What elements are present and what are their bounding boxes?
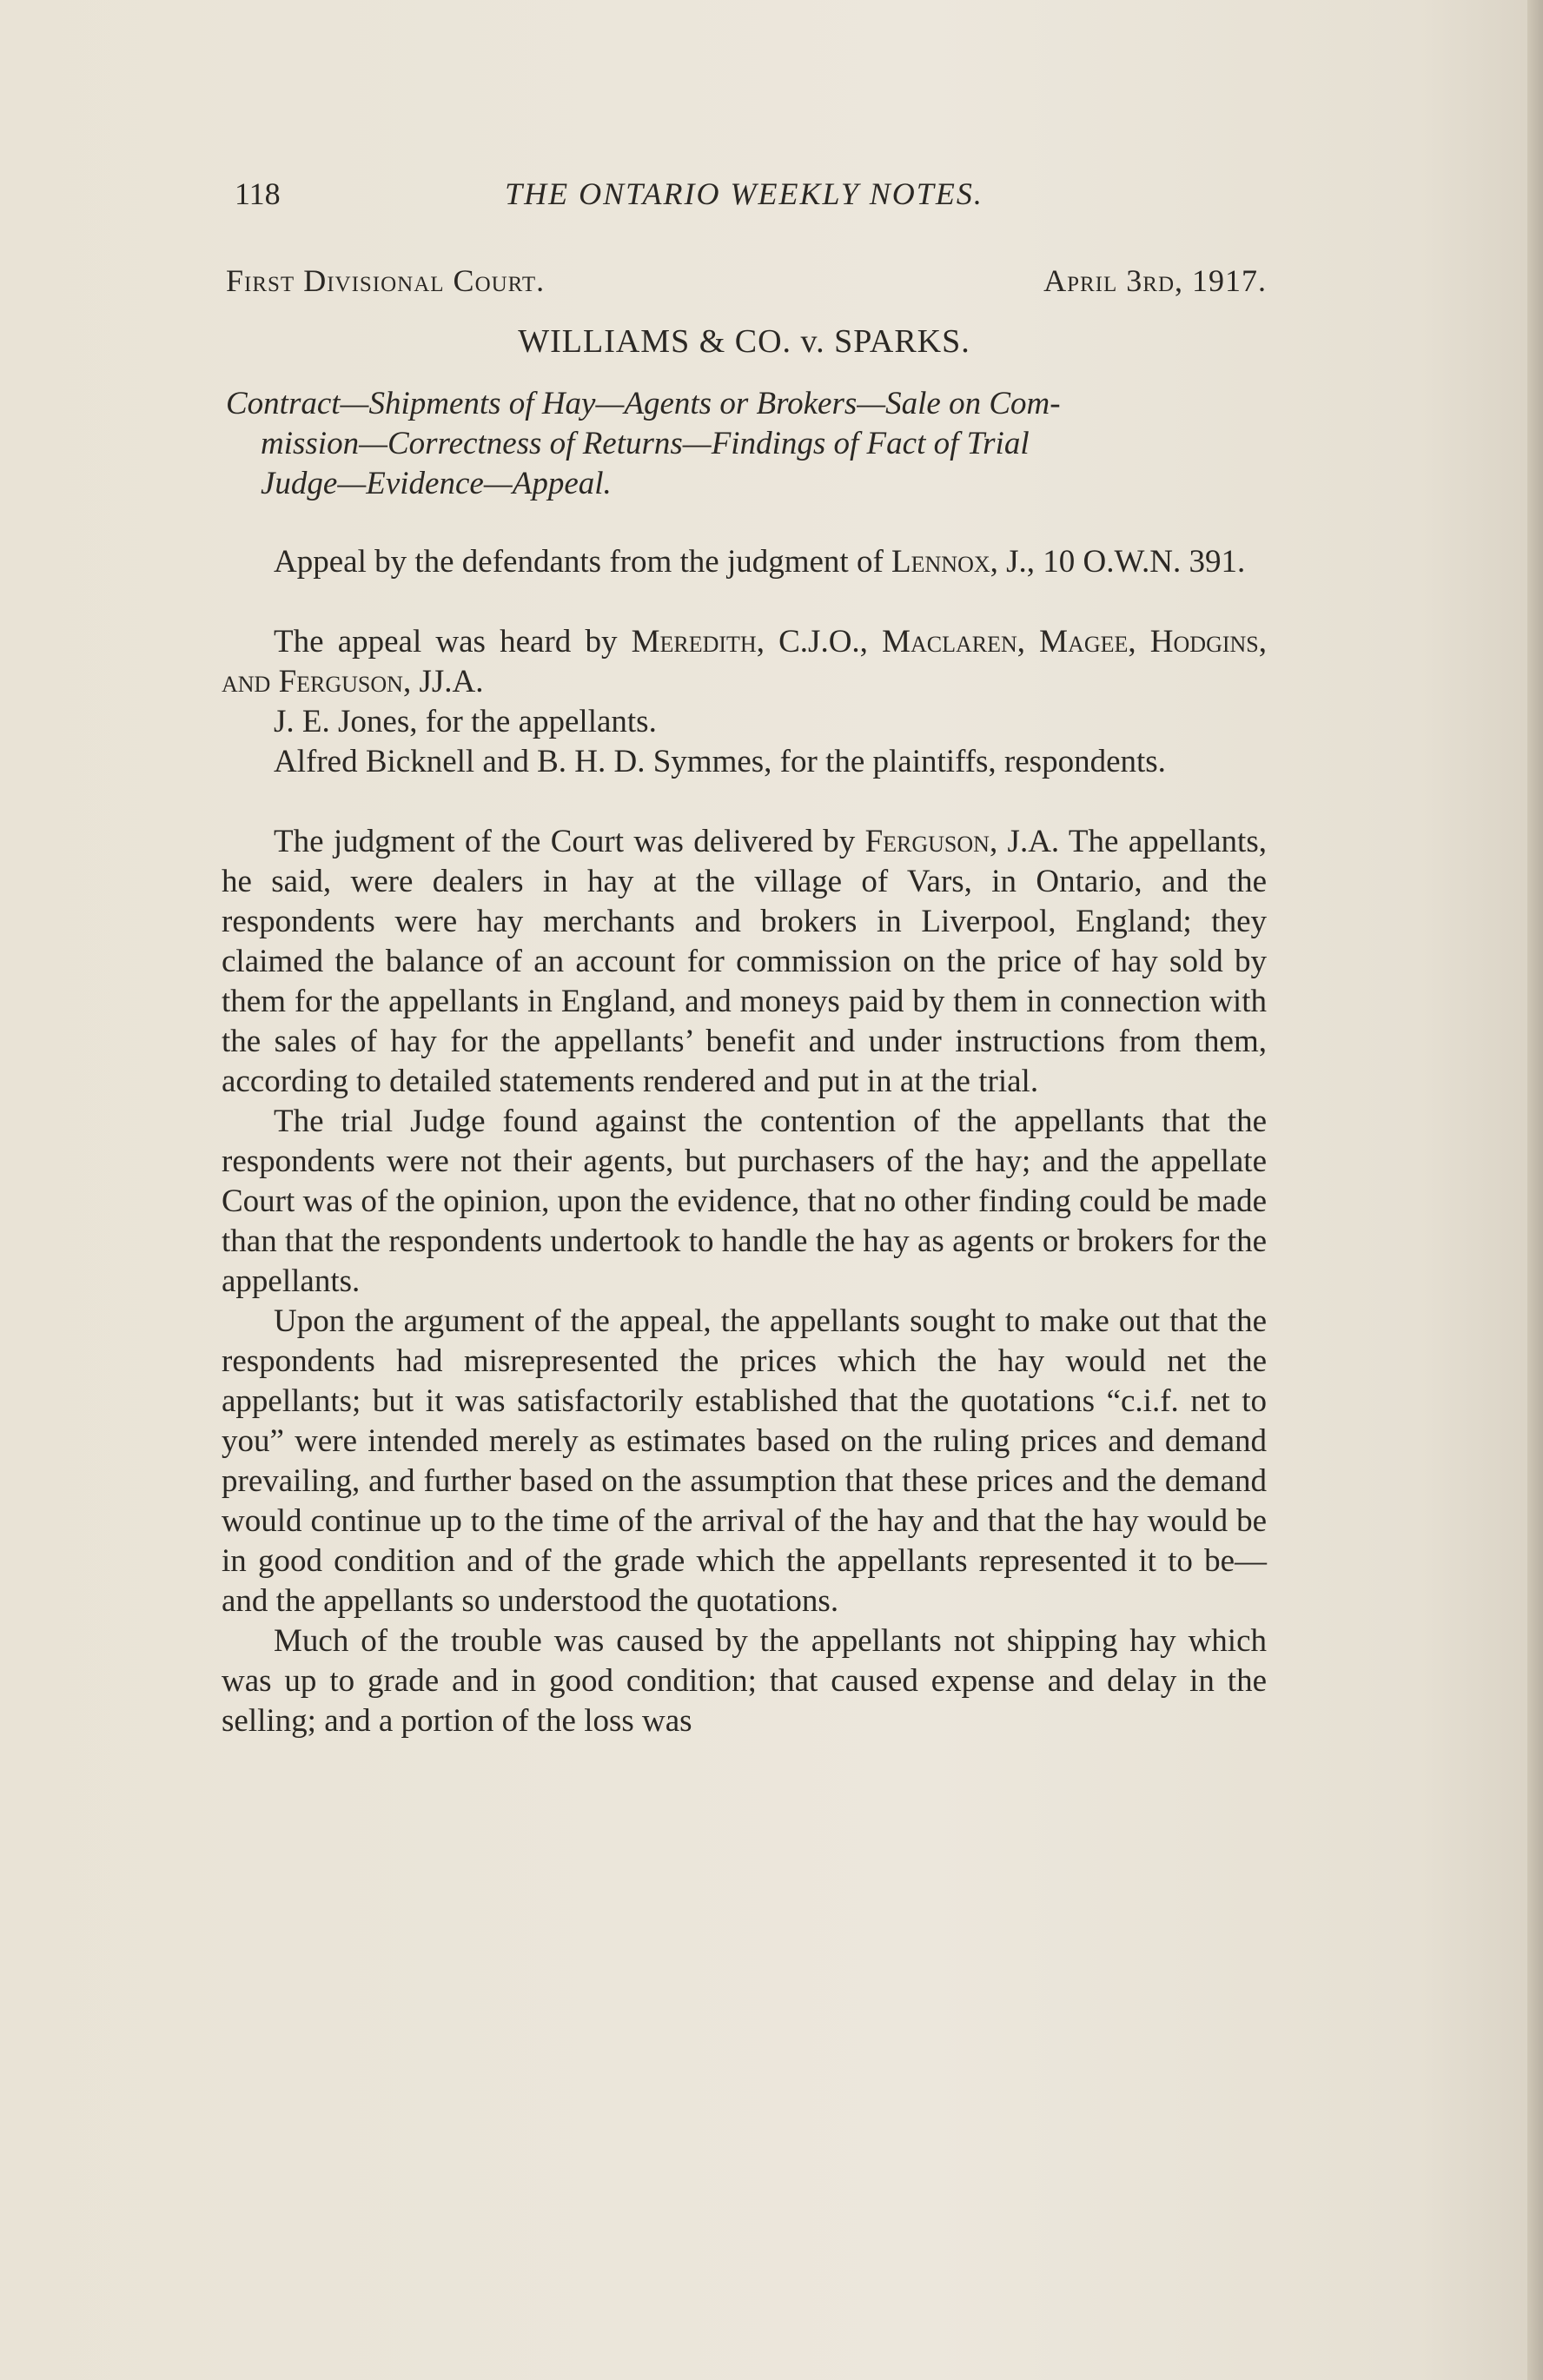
paragraph-gap [222,582,1267,622]
judgment-text: The appellants, he said, were dealers in hay at the village of Vars, in Ontario, and the respondents were hay merchants and brokers in Liverpool, England; they claimed the balance of an account for commission on the price of hay sold by them for the appellants in England, and moneys paid by them in connection with the sales of hay for the appellants’ benefit and under instructions from them, according to detailed statements rendered and put in at the trial. [222,824,1267,1099]
trial-judge-name: Lennox [891,544,990,580]
appeal-text: Appeal by the defendants from the judgment of [274,544,892,580]
delivering-judge: Ferguson, J.A. [864,824,1060,859]
court-date-line [222,235,1267,297]
judgment-intro: The judgment of the Court was delivered by [274,824,865,859]
counsel-appellants: J. E. Jones, for the appellants. [274,704,657,739]
decision-date: April 3rd, 1917. [1043,263,1267,298]
judgment-paragraph-1 [222,822,1267,1102]
court-name: First Divisional Court. [226,263,546,298]
page-number: 118 [235,176,281,211]
counsel-respondents: Alfred Bicknell and B. H. D. Symmes, for the plaintiffs, respondents. [274,744,1166,779]
headnote-line: Judge—Evidence—Appeal. [261,466,612,501]
judgment-paragraph-2: The trial Judge found against the contention of the appellants that the respondents were not their agents, but purchasers of the hay; and the appellate Court was of the opinion, upon the evidence, that no other finding could be made than that the respondents undertook to handle the hay as agents or brokers for the appellants. [222,1104,1267,1299]
bench-judges: Meredith, C.J.O., Maclaren, Magee, Hodgins, and Ferguson, JJ.A. [222,624,1267,699]
page-edge-shadow [1527,0,1543,2380]
journal-title: THE ONTARIO WEEKLY NOTES. [505,176,983,211]
text-column [222,156,1267,1741]
running-header [222,156,1267,235]
case-title: WILLIAMS & CO. v. SPARKS. [518,323,970,360]
headnote-line: mission—Correctness of Returns—Findings of Fact of Trial [261,426,1030,461]
headnote-line: Contract—Shipments of Hay—Agents or Brokers—Sale on Com- [226,386,1061,421]
heard-text: The appeal was heard by [274,624,632,660]
judgment-paragraph-3: Upon the argument of the appeal, the appellants sought to make out that the respondents had misrepresented the prices which the hay would net the appellants; but it was satisfactorily established that the quotations “c.i.f. net to you” were intended merely as estimates based on the ruling prices and demand prevailing, and further based on the assumption that these prices and the demand would continue up to the time of the arrival of the hay and that the hay would be in good condition and of the grade which the appellants represented it to be—and the appellants so understood the quotations. [222,1303,1267,1619]
headnote [222,384,1267,504]
appeal-citation: , J., 10 O.W.N. 391. [990,544,1246,580]
judgment-paragraph-4: Much of the trouble was caused by the appellants not shipping hay which was up to grade and in good condition; that caused expense and delay in the selling; and a portion of the loss was [222,1623,1267,1739]
appeal-paragraph [222,542,1267,582]
paragraph-gap [222,782,1267,822]
heard-paragraph [222,622,1267,702]
